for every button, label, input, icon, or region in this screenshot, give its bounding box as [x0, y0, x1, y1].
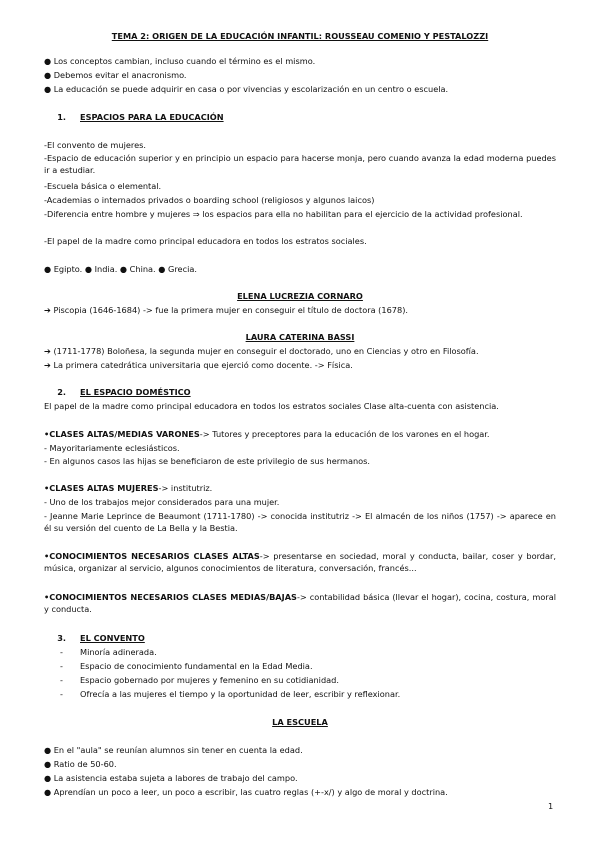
page-number: 1 — [548, 801, 554, 811]
section-1-heading: 1. ESPACIOS PARA LA EDUCACIÓN — [57, 112, 224, 122]
intro-bullet: ● Debemos evitar el anacronismo. — [44, 70, 187, 80]
escuela-bullet: ● Ratio de 50-60. — [44, 759, 117, 769]
section-1-line: -Espacio de educación superior y en principio un espacio para hacerse monja, pero cuando avanza la edad moderna puedes ir a estudiar. — [44, 153, 556, 175]
escuela-bullet: ● En el "aula" se reunían alumnos sin tener en cuenta la edad. — [44, 745, 303, 755]
convento-item: - Espacio gobernado por mujeres y femenino en su cotidianidad. — [60, 675, 339, 685]
escuela-heading: LA ESCUELA — [272, 717, 328, 727]
section-3-heading: 3. EL CONVENTO — [57, 633, 145, 643]
mujeres-detail: - Jeanne Marie Leprince de Beaumont (1711-1780) -> conocida institutriz -> El almacén de los niños (1757) -> aparece en él su versión del cuento de La Bella y la Bestia. — [44, 511, 556, 533]
cornaro-heading: ELENA LUCREZIA CORNARO — [237, 291, 363, 301]
mujeres-line: •CLASES ALTAS MUJERES-> institutriz. — [44, 483, 213, 493]
convento-item: - Ofrecía a las mujeres el tiempo y la oportunidad de leer, escribir y reflexionar. — [60, 689, 401, 699]
section-2-heading: 2. EL ESPACIO DOMÉSTICO — [57, 387, 191, 397]
intro-bullet: ● Los conceptos cambian, incluso cuando el término es el mismo. — [44, 56, 316, 66]
intro-bullet: ● La educación se puede adquirir en casa o por vivencias y escolarización en un centro o escuela. — [44, 84, 449, 94]
varones-detail: - En algunos casos las hijas se beneficiaron de este privilegio de sus hermanos. — [44, 456, 371, 466]
section-1-line: -El convento de mujeres. — [44, 140, 147, 150]
varones-detail: - Mayoritariamente eclesiásticos. — [44, 443, 180, 453]
mujeres-detail: - Uno de los trabajos mejor considerados para una mujer. — [44, 497, 280, 507]
countries-list: ● Egipto. ● India. ● China. ● Grecia. — [44, 264, 197, 274]
convento-item: - Espacio de conocimiento fundamental en la Edad Media. — [60, 661, 313, 671]
page-title: TEMA 2: ORIGEN DE LA EDUCACIÓN INFANTIL: ROUSSEAU COMENIO Y PESTALOZZI — [111, 31, 489, 41]
section-1-line: -Academias o internados privados o boarding school (religiosos y algunos laicos) — [44, 195, 375, 205]
section-2-intro: El papel de la madre como principal educadora en todos los estratos sociales Clase alta-cuenta con asistencia. — [44, 401, 499, 411]
varones-line: •CLASES ALTAS/MEDIAS VARONES-> Tutores y preceptores para la educación de los varones en el hogar. — [44, 429, 490, 439]
escuela-bullet: ● La asistencia estaba sujeta a labores de trabajo del campo. — [44, 773, 298, 783]
escuela-bullet: ● Aprendían un poco a leer, un poco a escribir, las cuatro reglas (+-x/) y algo de moral y doctrina. — [44, 787, 448, 797]
convento-item: - Minoría adinerada. — [60, 647, 157, 657]
cornaro-line: ➔ Piscopia (1646-1684) -> fue la primera mujer en conseguir el título de doctora (1678). — [44, 305, 409, 315]
section-1-line: -Diferencia entre hombre y mujeres ⇒ los espacios para ella no habilitan para el ejercicio de la actividad profesional. — [44, 209, 523, 219]
section-1-line: -El papel de la madre como principal educadora en todos los estratos sociales. — [44, 236, 367, 246]
clases-altas-knowledge: •CONOCIMIENTOS NECESARIOS CLASES ALTAS-> presentarse en sociedad, moral y conducta, bailar, coser y bordar, música, organizar al servicio, algunos conocimientos de literatura, conversación, francés... — [44, 551, 556, 573]
clases-medias-knowledge: •CONOCIMIENTOS NECESARIOS CLASES MEDIAS/BAJAS-> contabilidad básica (llevar el hogar), cocina, costura, moral y conducta. — [44, 592, 556, 614]
section-1-line: -Escuela básica o elemental. — [44, 181, 162, 191]
bassi-line: ➔ (1711-1778) Boloñesa, la segunda mujer en conseguir el doctorado, uno en Ciencias y otro en Filosofía. — [44, 346, 479, 356]
bassi-heading: LAURA CATERINA BASSI — [245, 332, 355, 342]
bassi-line: ➔ La primera catedrática universitaria que ejerció como docente. -> Física. — [44, 360, 353, 370]
